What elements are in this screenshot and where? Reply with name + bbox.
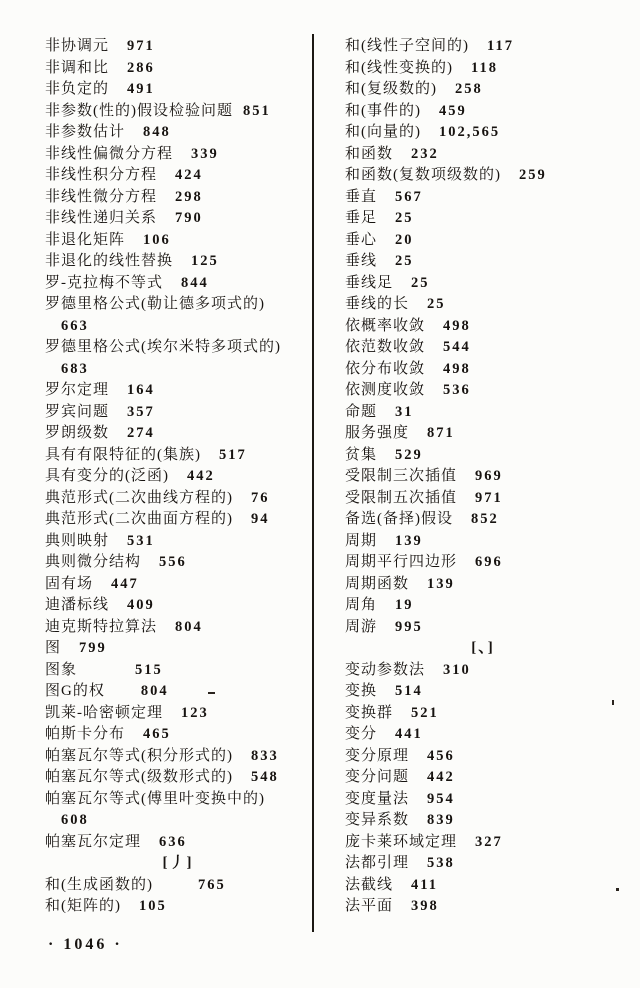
entry-term: 帕塞瓦尔等式(级数形式的) xyxy=(45,769,233,785)
index-entry xyxy=(345,144,621,166)
index-entry xyxy=(345,552,621,574)
index-entry xyxy=(345,187,621,209)
index-entry xyxy=(345,423,621,445)
entry-term: 服务强度 xyxy=(345,425,410,441)
entry-page-number: 995 xyxy=(395,618,423,635)
index-entry xyxy=(345,380,621,402)
index-entry xyxy=(345,703,621,725)
entry-term: 依概率收敛 xyxy=(345,317,426,334)
index-entry xyxy=(45,273,311,295)
index-entry xyxy=(45,574,311,596)
entry-page-number: 25 xyxy=(395,253,414,269)
entry-page-number: 567 xyxy=(395,188,423,205)
index-entry xyxy=(45,832,311,854)
entry-term: 周期平行四边形 xyxy=(345,554,458,570)
entry-term: 和函数(复数项级数的) xyxy=(345,167,501,183)
page-number-footer: · 1046 · xyxy=(48,936,123,953)
entry-page-number: 20 xyxy=(395,231,414,248)
index-entry xyxy=(345,466,621,488)
entry-term: 和(向量的) xyxy=(345,124,421,140)
entry-page-number: 459 xyxy=(439,102,467,119)
entry-page-number: 327 xyxy=(475,833,503,850)
entry-term: 周期函数 xyxy=(345,575,410,592)
entry-term: 罗德里格公式(勒让德多项式的) xyxy=(45,296,265,312)
scan-artifact xyxy=(612,700,614,705)
index-entry xyxy=(345,875,621,897)
entry-term: 变换群 xyxy=(345,704,394,721)
entry-page-number: 442 xyxy=(187,468,215,484)
entry-term: 帕塞瓦尔等式(积分形式的) xyxy=(45,747,233,764)
index-entry xyxy=(345,402,621,424)
index-entry xyxy=(345,724,621,746)
entry-page-number: 556 xyxy=(159,554,187,570)
index-entry xyxy=(345,660,621,682)
entry-term: 变异系数 xyxy=(345,812,410,828)
entry-page-number: 25 xyxy=(427,296,446,312)
entry-page-number: 790 xyxy=(175,210,203,226)
index-entry xyxy=(45,703,311,725)
index-entry xyxy=(45,552,311,574)
entry-page-number: 531 xyxy=(127,532,155,549)
entry-term: 法都引理 xyxy=(345,855,410,871)
entry-page-number: 521 xyxy=(411,704,439,721)
entry-term: 和(线性变换的) xyxy=(345,59,453,76)
entry-term: 垂线的长 xyxy=(345,296,410,312)
section-header: [、] xyxy=(471,640,495,656)
entry-page-number: 696 xyxy=(475,554,503,570)
entry-page-number: 76 xyxy=(251,489,270,506)
entry-page-number: 514 xyxy=(395,683,423,699)
scan-artifact xyxy=(616,888,619,891)
entry-page-number: 663 xyxy=(61,317,89,334)
entry-page-number: 31 xyxy=(395,403,414,420)
entry-page-number: 636 xyxy=(159,833,187,850)
entry-page-number: 102,565 xyxy=(439,124,501,140)
entry-term: 受限制五次插值 xyxy=(345,489,458,506)
index-entry xyxy=(345,359,621,381)
entry-term: 帕塞瓦尔定理 xyxy=(45,833,142,850)
entry-page-number: 105 xyxy=(139,898,167,914)
index-entry xyxy=(45,896,311,918)
index-entry-continuation xyxy=(45,359,311,381)
index-entry xyxy=(45,531,311,553)
entry-term: 垂线 xyxy=(345,253,378,269)
entry-page-number: 971 xyxy=(127,38,155,54)
index-entry xyxy=(345,273,621,295)
index-entry xyxy=(345,832,621,854)
entry-page-number: 491 xyxy=(127,81,155,97)
entry-term: 贫集 xyxy=(345,446,378,463)
entry-term: 典则微分结构 xyxy=(45,554,142,570)
index-entry xyxy=(45,466,311,488)
entry-term: 变动参数法 xyxy=(345,661,426,678)
entry-term: 非协调元 xyxy=(45,38,110,54)
index-entry xyxy=(45,294,311,316)
entry-term: 变分 xyxy=(345,726,378,742)
entry-page-number: 19 xyxy=(395,597,414,613)
entry-page-number: 442 xyxy=(427,769,455,785)
entry-page-number: 954 xyxy=(427,790,455,807)
entry-term: 非线性递归关系 xyxy=(45,210,158,226)
index-entry xyxy=(345,746,621,768)
entry-page-number: 465 xyxy=(143,726,171,742)
index-entry xyxy=(45,660,311,682)
index-entry xyxy=(45,79,311,101)
entry-page-number: 258 xyxy=(455,81,483,97)
entry-term: 非参数估计 xyxy=(45,124,126,140)
entry-page-number: 871 xyxy=(427,425,455,441)
entry-term: 垂线足 xyxy=(345,274,394,291)
index-entry xyxy=(45,101,311,123)
index-entry xyxy=(345,681,621,703)
entry-page-number: 94 xyxy=(251,511,270,527)
entry-term: 非参数(性的)假设检验问题 xyxy=(45,102,233,119)
index-entry xyxy=(345,251,621,273)
index-entry xyxy=(45,767,311,789)
entry-term: 非线性偏微分方程 xyxy=(45,145,174,162)
entry-term: 罗-克拉梅不等式 xyxy=(45,274,163,291)
entry-page-number: 274 xyxy=(127,425,155,441)
index-entry xyxy=(345,58,621,80)
entry-page-number: 515 xyxy=(135,661,163,678)
entry-page-number: 164 xyxy=(127,382,155,398)
entry-term: 和(矩阵的) xyxy=(45,898,121,914)
entry-page-number: 298 xyxy=(175,188,203,205)
index-entry xyxy=(345,896,621,918)
entry-term: 变分问题 xyxy=(345,769,410,785)
index-entry xyxy=(45,165,311,187)
entry-term: 非退化矩阵 xyxy=(45,231,126,248)
index-entry xyxy=(345,617,621,639)
entry-term: 迪潘标线 xyxy=(45,597,110,613)
entry-page-number: 833 xyxy=(251,747,279,764)
entry-page-number: 852 xyxy=(471,511,499,527)
index-entry xyxy=(345,767,621,789)
entry-term: 典范形式(二次曲面方程的) xyxy=(45,511,233,527)
entry-term: 具有有限特征的(集族) xyxy=(45,446,201,463)
index-entry xyxy=(45,251,311,273)
entry-term: 变度量法 xyxy=(345,790,410,807)
index-entry xyxy=(45,445,311,467)
entry-term: 固有场 xyxy=(45,575,94,592)
index-column-right xyxy=(345,36,621,918)
entry-term: 迪克斯特拉算法 xyxy=(45,618,158,635)
entry-term: 依测度收敛 xyxy=(345,382,426,398)
entry-term: 受限制三次插值 xyxy=(345,468,458,484)
entry-term: 凯莱-哈密顿定理 xyxy=(45,704,163,721)
index-entry xyxy=(345,574,621,596)
index-entry xyxy=(345,122,621,144)
entry-term: 非退化的线性替换 xyxy=(45,253,174,269)
index-entry xyxy=(45,617,311,639)
entry-term: 和(生成函数的) xyxy=(45,876,153,893)
index-entry xyxy=(345,36,621,58)
entry-page-number: 844 xyxy=(181,274,209,291)
entry-term: 非负定的 xyxy=(45,81,110,97)
entry-page-number: 123 xyxy=(181,704,209,721)
entry-page-number: 339 xyxy=(191,145,219,162)
entry-term: 周角 xyxy=(345,597,378,613)
entry-page-number: 799 xyxy=(79,640,107,656)
entry-term: 变换 xyxy=(345,683,378,699)
entry-term: 非线性积分方程 xyxy=(45,167,158,183)
index-entry xyxy=(45,746,311,768)
entry-term: 典则映射 xyxy=(45,532,110,549)
entry-page-number: 544 xyxy=(443,339,471,355)
entry-term: 依范数收敛 xyxy=(345,339,426,355)
index-entry-continuation xyxy=(45,316,311,338)
index-entry xyxy=(45,187,311,209)
entry-page-number: 517 xyxy=(219,446,247,463)
entry-term: 庞卡莱环域定理 xyxy=(345,833,458,850)
index-entry xyxy=(345,101,621,123)
index-entry xyxy=(45,402,311,424)
entry-term: 垂心 xyxy=(345,231,378,248)
entry-page-number: 441 xyxy=(395,726,423,742)
entry-term: 罗尔定理 xyxy=(45,382,110,398)
entry-term: 罗德里格公式(埃尔米特多项式的) xyxy=(45,339,281,355)
entry-page-number: 310 xyxy=(443,661,471,678)
index-entry xyxy=(345,509,621,531)
entry-page-number: 424 xyxy=(175,167,203,183)
entry-term: 图象 xyxy=(45,661,78,678)
entry-term: 和(事件的) xyxy=(345,102,421,119)
scan-artifact xyxy=(208,692,215,694)
entry-page-number: 117 xyxy=(487,38,514,54)
entry-page-number: 683 xyxy=(61,360,89,377)
index-entry xyxy=(45,875,311,897)
entry-page-number: 25 xyxy=(411,274,430,291)
index-entry xyxy=(45,337,311,359)
index-entry xyxy=(345,337,621,359)
index-entry xyxy=(45,122,311,144)
entry-page-number: 409 xyxy=(127,597,155,613)
index-entry xyxy=(45,230,311,252)
column-divider xyxy=(312,34,314,932)
entry-page-number: 548 xyxy=(251,769,279,785)
entry-page-number: 608 xyxy=(61,812,89,828)
index-entry xyxy=(345,316,621,338)
entry-page-number: 851 xyxy=(243,102,271,119)
entry-page-number: 106 xyxy=(143,231,171,248)
entry-page-number: 447 xyxy=(111,575,139,592)
entry-term: 法平面 xyxy=(345,898,394,914)
entry-page-number: 839 xyxy=(427,812,455,828)
index-entry xyxy=(345,810,621,832)
entry-term: 典范形式(二次曲线方程的) xyxy=(45,489,233,506)
index-entry xyxy=(345,853,621,875)
entry-page-number: 765 xyxy=(198,876,226,893)
entry-page-number: 804 xyxy=(175,618,203,635)
entry-page-number: 398 xyxy=(411,898,439,914)
entry-page-number: 232 xyxy=(411,145,439,162)
index-entry xyxy=(345,445,621,467)
index-entry xyxy=(45,724,311,746)
entry-page-number: 804 xyxy=(140,683,169,699)
entry-page-number: 456 xyxy=(427,747,455,764)
index-entry xyxy=(45,638,311,660)
index-entry xyxy=(45,488,311,510)
index-entry xyxy=(345,531,621,553)
index-entry xyxy=(45,789,311,811)
entry-page-number: 498 xyxy=(443,360,471,377)
entry-term: 罗朗级数 xyxy=(45,425,110,441)
index-entry xyxy=(345,294,621,316)
entry-page-number: 969 xyxy=(475,468,503,484)
entry-term: 和(复级数的) xyxy=(345,81,437,97)
entry-term: 周期 xyxy=(345,532,378,549)
index-entry xyxy=(45,36,311,58)
entry-term: 和函数 xyxy=(345,145,394,162)
entry-term: 依分布收敛 xyxy=(345,360,426,377)
index-entry xyxy=(45,58,311,80)
entry-term: 和(线性子空间的) xyxy=(345,38,469,54)
entry-page-number: 536 xyxy=(443,382,471,398)
index-entry xyxy=(45,595,311,617)
entry-page-number: 259 xyxy=(519,167,547,183)
index-entry xyxy=(45,681,311,703)
index-entry xyxy=(345,595,621,617)
entry-page-number: 118 xyxy=(471,59,498,76)
entry-page-number: 25 xyxy=(395,210,414,226)
entry-page-number: 411 xyxy=(411,876,438,893)
index-entry xyxy=(345,208,621,230)
entry-term: 罗宾问题 xyxy=(45,403,110,420)
entry-term: 周游 xyxy=(345,618,378,635)
entry-term: 变分原理 xyxy=(345,747,410,764)
index-entry xyxy=(345,789,621,811)
index-entry xyxy=(45,509,311,531)
index-entry xyxy=(345,488,621,510)
entry-page-number: 139 xyxy=(395,532,423,549)
entry-page-number: 848 xyxy=(143,124,171,140)
index-entry-continuation xyxy=(45,810,311,832)
entry-term: 备选(备择)假设 xyxy=(345,511,453,527)
entry-page-number: 139 xyxy=(427,575,455,592)
entry-term: 垂足 xyxy=(345,210,378,226)
index-entry xyxy=(345,230,621,252)
entry-page-number: 498 xyxy=(443,317,471,334)
index-entry xyxy=(345,79,621,101)
entry-term: 具有变分的(泛函) xyxy=(45,468,169,484)
index-entry xyxy=(45,208,311,230)
entry-term: 图G的权 xyxy=(45,683,105,699)
entry-page-number: 125 xyxy=(191,253,219,269)
entry-term: 非调和比 xyxy=(45,59,110,76)
entry-term: 非线性微分方程 xyxy=(45,188,158,205)
entry-page-number: 357 xyxy=(127,403,155,420)
entry-term: 图 xyxy=(45,640,62,656)
index-entry xyxy=(45,423,311,445)
entry-page-number: 529 xyxy=(395,446,423,463)
entry-page-number: 538 xyxy=(427,855,455,871)
index-entry xyxy=(345,165,621,187)
index-entry xyxy=(45,144,311,166)
entry-term: 垂直 xyxy=(345,188,378,205)
entry-term: 命题 xyxy=(345,403,378,420)
entry-term: 帕斯卡分布 xyxy=(45,726,126,742)
entry-term: 法截线 xyxy=(345,876,394,893)
entry-page-number: 286 xyxy=(127,59,155,76)
index-column-left xyxy=(45,36,311,918)
entry-page-number: 971 xyxy=(475,489,503,506)
section-header: [丿] xyxy=(162,855,194,871)
index-entry xyxy=(45,380,311,402)
entry-term: 帕塞瓦尔等式(傅里叶变换中的) xyxy=(45,790,265,807)
